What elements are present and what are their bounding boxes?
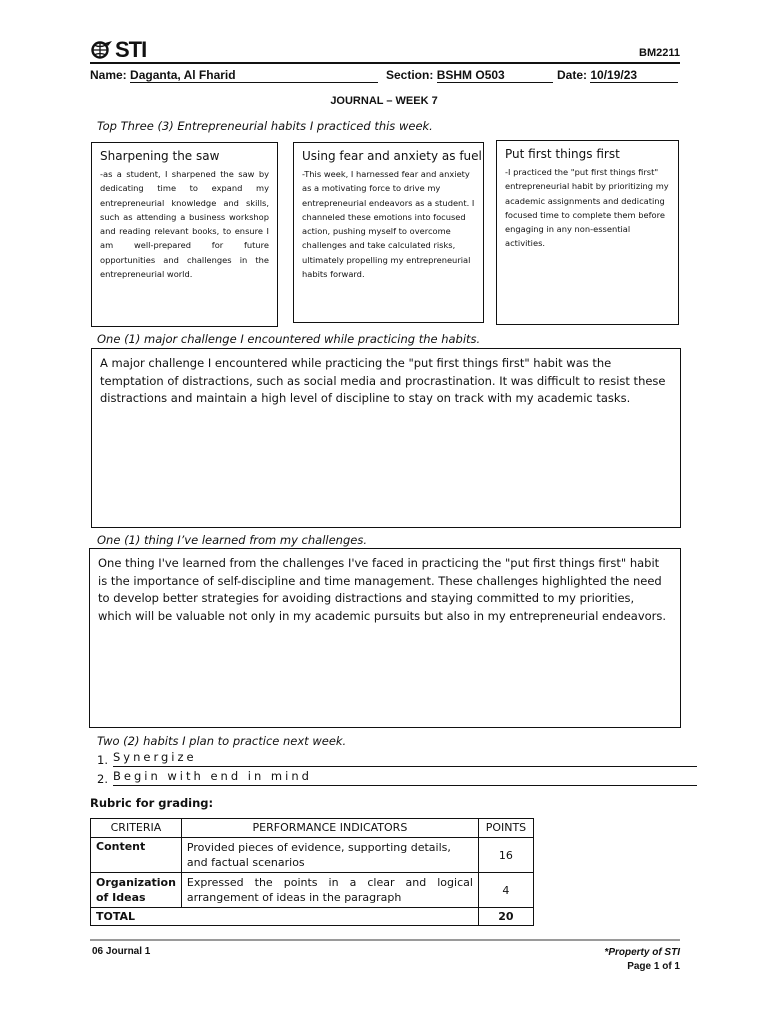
date-label: Date: <box>557 68 588 82</box>
plan-prompt: Two (2) habits I plan to practice next week. <box>97 734 347 748</box>
rubric-points: 4 <box>478 873 533 908</box>
date-value: 10/19/23 <box>590 68 678 83</box>
rubric-criteria: Organization of Ideas <box>91 873 182 908</box>
habit-3-body: -I practiced the "put first things first" entrepreneurial habit by prioritizing my academic assignments and dedicating focused time to complete them before engaging in any non-essential activities. <box>505 167 669 249</box>
learned-prompt: One (1) thing I’ve learned from my challenges. <box>97 533 367 547</box>
learned-box <box>89 548 681 728</box>
habit-1-body: -as a student, I sharpened the saw by dedicating time to expand my entrepreneurial knowledge and skills, such as attending a business workshop and reading relevant books, to ensure I am well-prepared for future opportunities and challenges in the entrepreneurial world. <box>100 169 269 280</box>
rubric-row <box>91 873 534 908</box>
rubric-total-points: 20 <box>478 908 533 926</box>
rubric-header-points: POINTS <box>478 819 533 838</box>
plan-1-number: 1. <box>97 753 108 767</box>
name-field <box>90 68 378 83</box>
rubric-total-label: TOTAL <box>91 908 479 926</box>
plan-1-text: Synergize <box>113 750 697 767</box>
challenge-box <box>91 348 681 528</box>
footer-right <box>604 946 680 974</box>
rubric-total-row <box>91 908 534 926</box>
page-title: JOURNAL – WEEK 7 <box>330 95 438 107</box>
footer-property: *Property of STI <box>604 947 680 958</box>
plan-item-1 <box>97 750 697 767</box>
footer-page-number: Page 1 of 1 <box>627 961 680 972</box>
rubric-indicator: Expressed the points in a clear and logical arrangement of ideas in the paragraph <box>181 873 478 908</box>
sti-logo <box>90 38 150 62</box>
rubric-header-indicators: PERFORMANCE INDICATORS <box>181 819 478 838</box>
section-label: Section: <box>386 68 434 82</box>
habit-box-3 <box>496 140 679 325</box>
date-field <box>557 68 678 83</box>
habit-1-title: Sharpening the saw <box>100 149 220 163</box>
learned-text: One thing I've learned from the challenges I've faced in practicing the "put first things first" habit is the importance of self-discipline and time management. These challenges highlighted the need to develop better strategies for avoiding distractions and staying committed to my priorities, which will be valuable not only in my academic pursuits but also in my entrepreneurial endeavors. <box>98 556 667 623</box>
plan-list <box>97 750 697 786</box>
name-value: Daganta, Al Fharid <box>130 68 378 83</box>
rubric-heading: Rubric for grading: <box>90 796 214 810</box>
plan-item-2 <box>97 769 697 786</box>
header-rule <box>90 62 680 64</box>
habit-box-1 <box>91 142 278 327</box>
section-field <box>386 68 553 83</box>
name-label: Name: <box>90 68 127 82</box>
habit-2-body: -This week, I harnessed fear and anxiety as a motivating force to drive my entrepreneurial endeavors as a student. I channeled these emotions into focused action, pushing myself to overcome challenges and take calculated risks, ultimately propelling my entrepreneurial habits forward. <box>302 169 475 280</box>
document-code: BM2211 <box>639 47 680 59</box>
rubric-header-row <box>91 819 534 838</box>
footer-rule <box>90 939 680 941</box>
rubric-header-criteria: CRITERIA <box>91 819 182 838</box>
sti-globe-icon <box>90 40 114 60</box>
habit-2-title: Using fear and anxiety as fuel <box>302 149 482 163</box>
habit-box-2 <box>293 142 484 323</box>
rubric-row <box>91 838 534 873</box>
logo-text: STI <box>115 37 147 62</box>
rubric-indicator: Provided pieces of evidence, supporting details, and factual scenarios <box>181 838 478 873</box>
habits-prompt: Top Three (3) Entrepreneurial habits I practiced this week. <box>97 119 433 133</box>
challenge-text: A major challenge I encountered while practicing the "put first things first" habit was the temptation of distractions, such as social media and procrastination. It was difficult to resist these distractions and maintain a high level of discipline to stay on track with my academic tasks. <box>100 356 666 405</box>
plan-2-text: Begin with end in mind <box>113 769 697 786</box>
footer-doc-name: 06 Journal 1 <box>92 946 151 957</box>
habit-3-title: Put first things first <box>505 147 620 161</box>
rubric-criteria: Content <box>91 838 182 873</box>
section-value: BSHM O503 <box>437 68 553 83</box>
rubric-table <box>90 818 534 926</box>
challenge-prompt: One (1) major challenge I encountered while practicing the habits. <box>97 332 481 346</box>
rubric-points: 16 <box>478 838 533 873</box>
plan-2-number: 2. <box>97 772 108 786</box>
